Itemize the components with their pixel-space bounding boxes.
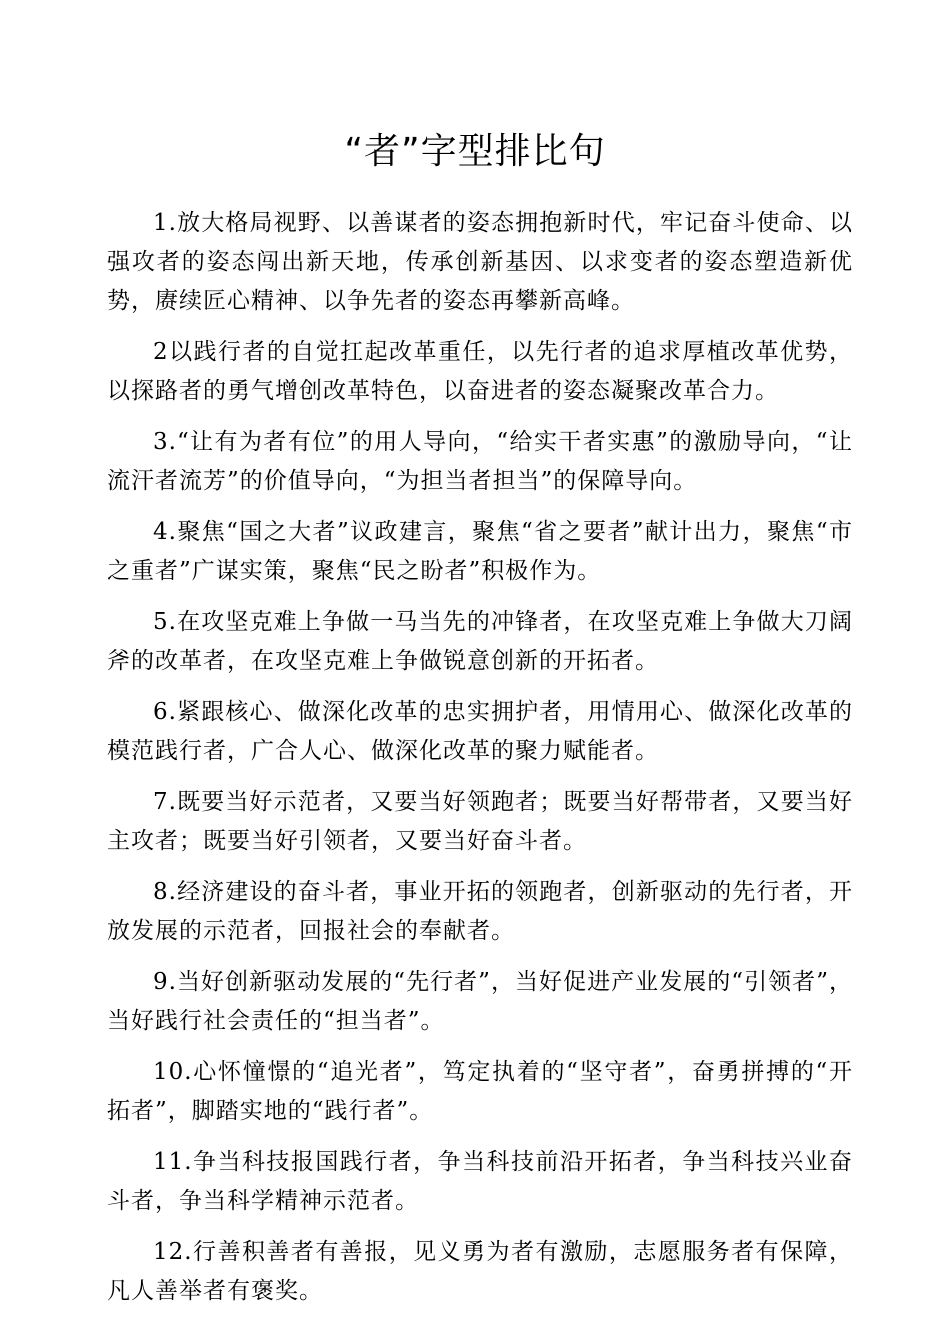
paragraph-12: 12.行善积善者有善报，见义勇为者有激励，志愿服务者有保障，凡人善举者有褒奖。	[107, 1239, 853, 1304]
paragraph-3: 3.“让有为者有位”的用人导向，“给实干者实惠”的激励导向，“让流汗者流芳”的价值导向，“为担当者担当”的保障导向。	[107, 429, 853, 494]
paragraph-6: 6.紧跟核心、做深化改革的忠实拥护者，用情用心、做深化改革的模范践行者，广合人心、做深化改革的聚力赋能者。	[107, 699, 853, 764]
paragraph-10: 10.心怀憧憬的“追光者”，笃定执着的“坚守者”，奋勇拼搏的“开拓者”，脚踏实地的“践行者”。	[107, 1059, 853, 1124]
paragraph-2: 2以践行者的自觉扛起改革重任，以先行者的追求厚植改革优势，以探路者的勇气增创改革特色，以奋进者的姿态凝聚改革合力。	[107, 339, 853, 404]
paragraph-4: 4.聚焦“国之大者”议政建言，聚焦“省之要者”献计出力，聚焦“市之重者”广谋实策，聚焦“民之盼者”积极作为。	[107, 519, 853, 584]
paragraph-7: 7.既要当好示范者，又要当好领跑者；既要当好帮带者，又要当好主攻者；既要当好引领者，又要当好奋斗者。	[107, 789, 853, 854]
page-title: “者”字型排比句	[344, 131, 606, 172]
paragraph-11: 11.争当科技报国践行者，争当科技前沿开拓者，争当科技兴业奋斗者，争当科学精神示范者。	[107, 1149, 853, 1214]
document-body	[107, 204, 853, 1323]
paragraph-8: 8.经济建设的奋斗者，事业开拓的领跑者，创新驱动的先行者，开放发展的示范者，回报社会的奉献者。	[107, 879, 853, 944]
paragraph-1: 1.放大格局视野、以善谋者的姿态拥抱新时代，牢记奋斗使命、以强攻者的姿态闯出新天地，传承创新基因、以求变者的姿态塑造新优势，赓续匠心精神、以争先者的姿态再攀新高峰。	[107, 210, 853, 314]
paragraph-5: 5.在攻坚克难上争做一马当先的冲锋者，在攻坚克难上争做大刀阔斧的改革者，在攻坚克难上争做锐意创新的开拓者。	[107, 609, 853, 674]
paragraph-9: 9.当好创新驱动发展的“先行者”，当好促进产业发展的“引领者”，当好践行社会责任的“担当者”。	[107, 969, 853, 1034]
